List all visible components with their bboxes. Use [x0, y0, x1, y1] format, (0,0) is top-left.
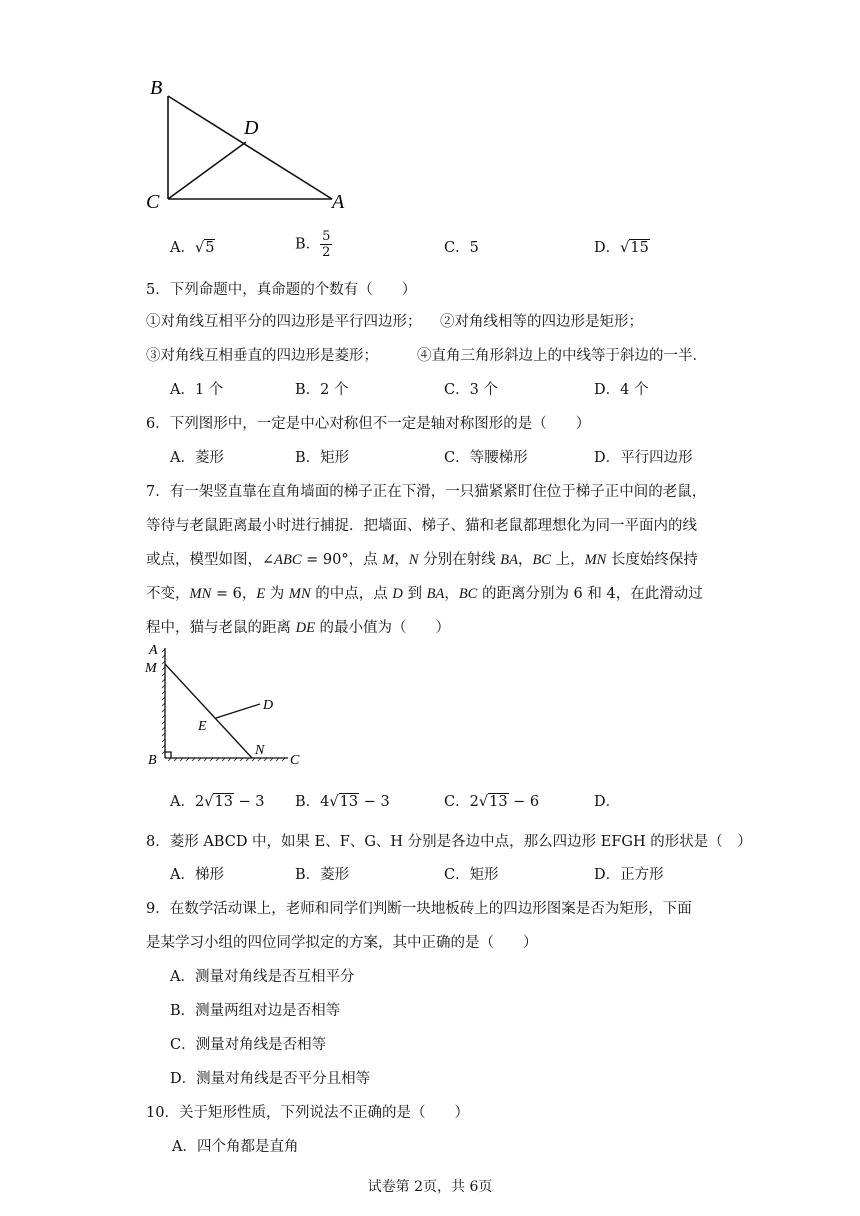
q5-option-c[interactable]: C．3 个	[444, 382, 498, 398]
q6-option-a[interactable]: A．菱形	[170, 450, 224, 466]
q5-option-d[interactable]: D．4 个	[594, 382, 649, 398]
q4-option-c[interactable]: C．5	[444, 240, 479, 256]
q9-line-1: 9．在数学活动课上，老师和同学们判断一块地板砖上的四边形图案是否为矩形，下面	[146, 901, 692, 917]
fraction: $\frac{5}{2}$	[322, 229, 331, 260]
q8-option-c[interactable]: C．矩形	[444, 867, 499, 883]
q4-option-b[interactable]: B． $\frac{5}{2}$	[295, 229, 331, 260]
q7-option-c[interactable]: C．2√13 − 6	[444, 794, 540, 810]
q6-stem: 6．下列图形中，一定是中心对称但不一定是轴对称图形的是（ ）	[146, 416, 591, 432]
q9-option-b[interactable]: B．测量两组对边是否相等	[170, 1003, 341, 1019]
q9-option-d[interactable]: D．测量对角线是否平分且相等	[170, 1071, 371, 1087]
q8-option-d[interactable]: D．正方形	[594, 867, 664, 883]
q9-option-a[interactable]: A．测量对角线是否互相平分	[170, 969, 355, 985]
label-b: B	[148, 753, 157, 768]
q10-stem: 10．关于矩形性质，下列说法不正确的是（ ）	[146, 1105, 469, 1121]
q6-option-c[interactable]: C．等腰梯形	[444, 450, 528, 466]
q10-option-a[interactable]: A．四个角都是直角	[172, 1139, 299, 1155]
q7-line-4: 不变，MN = 6，E 为 MN 的中点，点 D 到 BA，BC 的距离分别为 6 和 4，在此滑动过	[146, 586, 703, 602]
segment-cd	[168, 142, 246, 199]
q5-statement-1: ①对角线互相平分的四边形是平行四边形；	[146, 314, 422, 330]
sqrt-expression: √5	[194, 240, 215, 256]
q5-option-a[interactable]: A．1 个	[170, 382, 224, 398]
q6-option-d[interactable]: D．平行四边形	[594, 450, 693, 466]
sqrt-expression: √13	[204, 794, 233, 810]
q7-option-b[interactable]: B．4√13 − 3	[295, 794, 390, 810]
label-n: N	[255, 743, 265, 758]
q7-line-2: 等待与老鼠距离最小时进行捕捉．把墙面、梯子、猫和老鼠都理想化为同一平面内的线	[146, 518, 697, 534]
q5-statement-2: ②对角线相等的四边形是矩形；	[440, 314, 643, 330]
q5-stem: 5．下列命题中，真命题的个数有（ ）	[146, 282, 417, 298]
q7-line-5: 程中，猫与老鼠的距离 DE 的最小值为（ ）	[146, 620, 451, 636]
triangle-figure	[140, 70, 360, 215]
label-d: D	[244, 117, 259, 139]
right-angle-mark	[165, 752, 171, 758]
q7-line-1: 7．有一架竖直靠在直角墙面的梯子正在下滑，一只猫紧紧盯住位于梯子正中间的老鼠，	[146, 484, 707, 500]
q8-option-a[interactable]: A．梯形	[170, 867, 224, 883]
q6-option-b[interactable]: B．矩形	[295, 450, 350, 466]
q5-statement-4: ④直角三角形斜边上的中线等于斜边的一半．	[417, 348, 707, 364]
q9-option-c[interactable]: C．测量对角线是否相等	[170, 1037, 327, 1053]
q4-option-a[interactable]: A．√5	[170, 240, 215, 256]
label-c: C	[146, 191, 160, 213]
ladder-figure	[140, 640, 310, 770]
q8-stem: 8．菱形 ABCD 中，如果 E、F、G、H 分别是各边中点，那么四边形 EFGH 的形状是（ ）	[146, 834, 752, 850]
q5-option-b[interactable]: B．2 个	[295, 382, 349, 398]
q7-option-a[interactable]: A．2√13 − 3	[170, 794, 265, 810]
sqrt-expression: √13	[478, 794, 508, 810]
label-d: D	[263, 698, 274, 713]
q7-line-3: 或点，模型如图，∠ABC = 90°，点 M，N 分别在射线 BA，BC 上，MN 长度始终保持	[146, 552, 698, 568]
page-footer: 试卷第 2页，共 6页	[367, 1179, 493, 1195]
segment-ed	[216, 704, 260, 718]
sqrt-expression: √15	[620, 240, 649, 256]
segment-ba	[168, 96, 332, 199]
q5-statement-3: ③对角线互相垂直的四边形是菱形；	[146, 348, 378, 364]
label-a: A	[149, 643, 158, 658]
q7-option-d[interactable]: D．	[594, 794, 621, 810]
label-e: E	[198, 719, 207, 734]
q4-option-d[interactable]: D．√15	[594, 240, 649, 256]
q9-line-2: 是某学习小组的四位同学拟定的方案，其中正确的是（ ）	[146, 935, 538, 951]
label-m: M	[145, 661, 157, 676]
label-b: B	[150, 77, 163, 99]
label-c: C	[290, 753, 300, 768]
sqrt-expression: √13	[329, 794, 359, 810]
label-a: A	[332, 191, 345, 213]
q8-option-b[interactable]: B．菱形	[295, 867, 350, 883]
